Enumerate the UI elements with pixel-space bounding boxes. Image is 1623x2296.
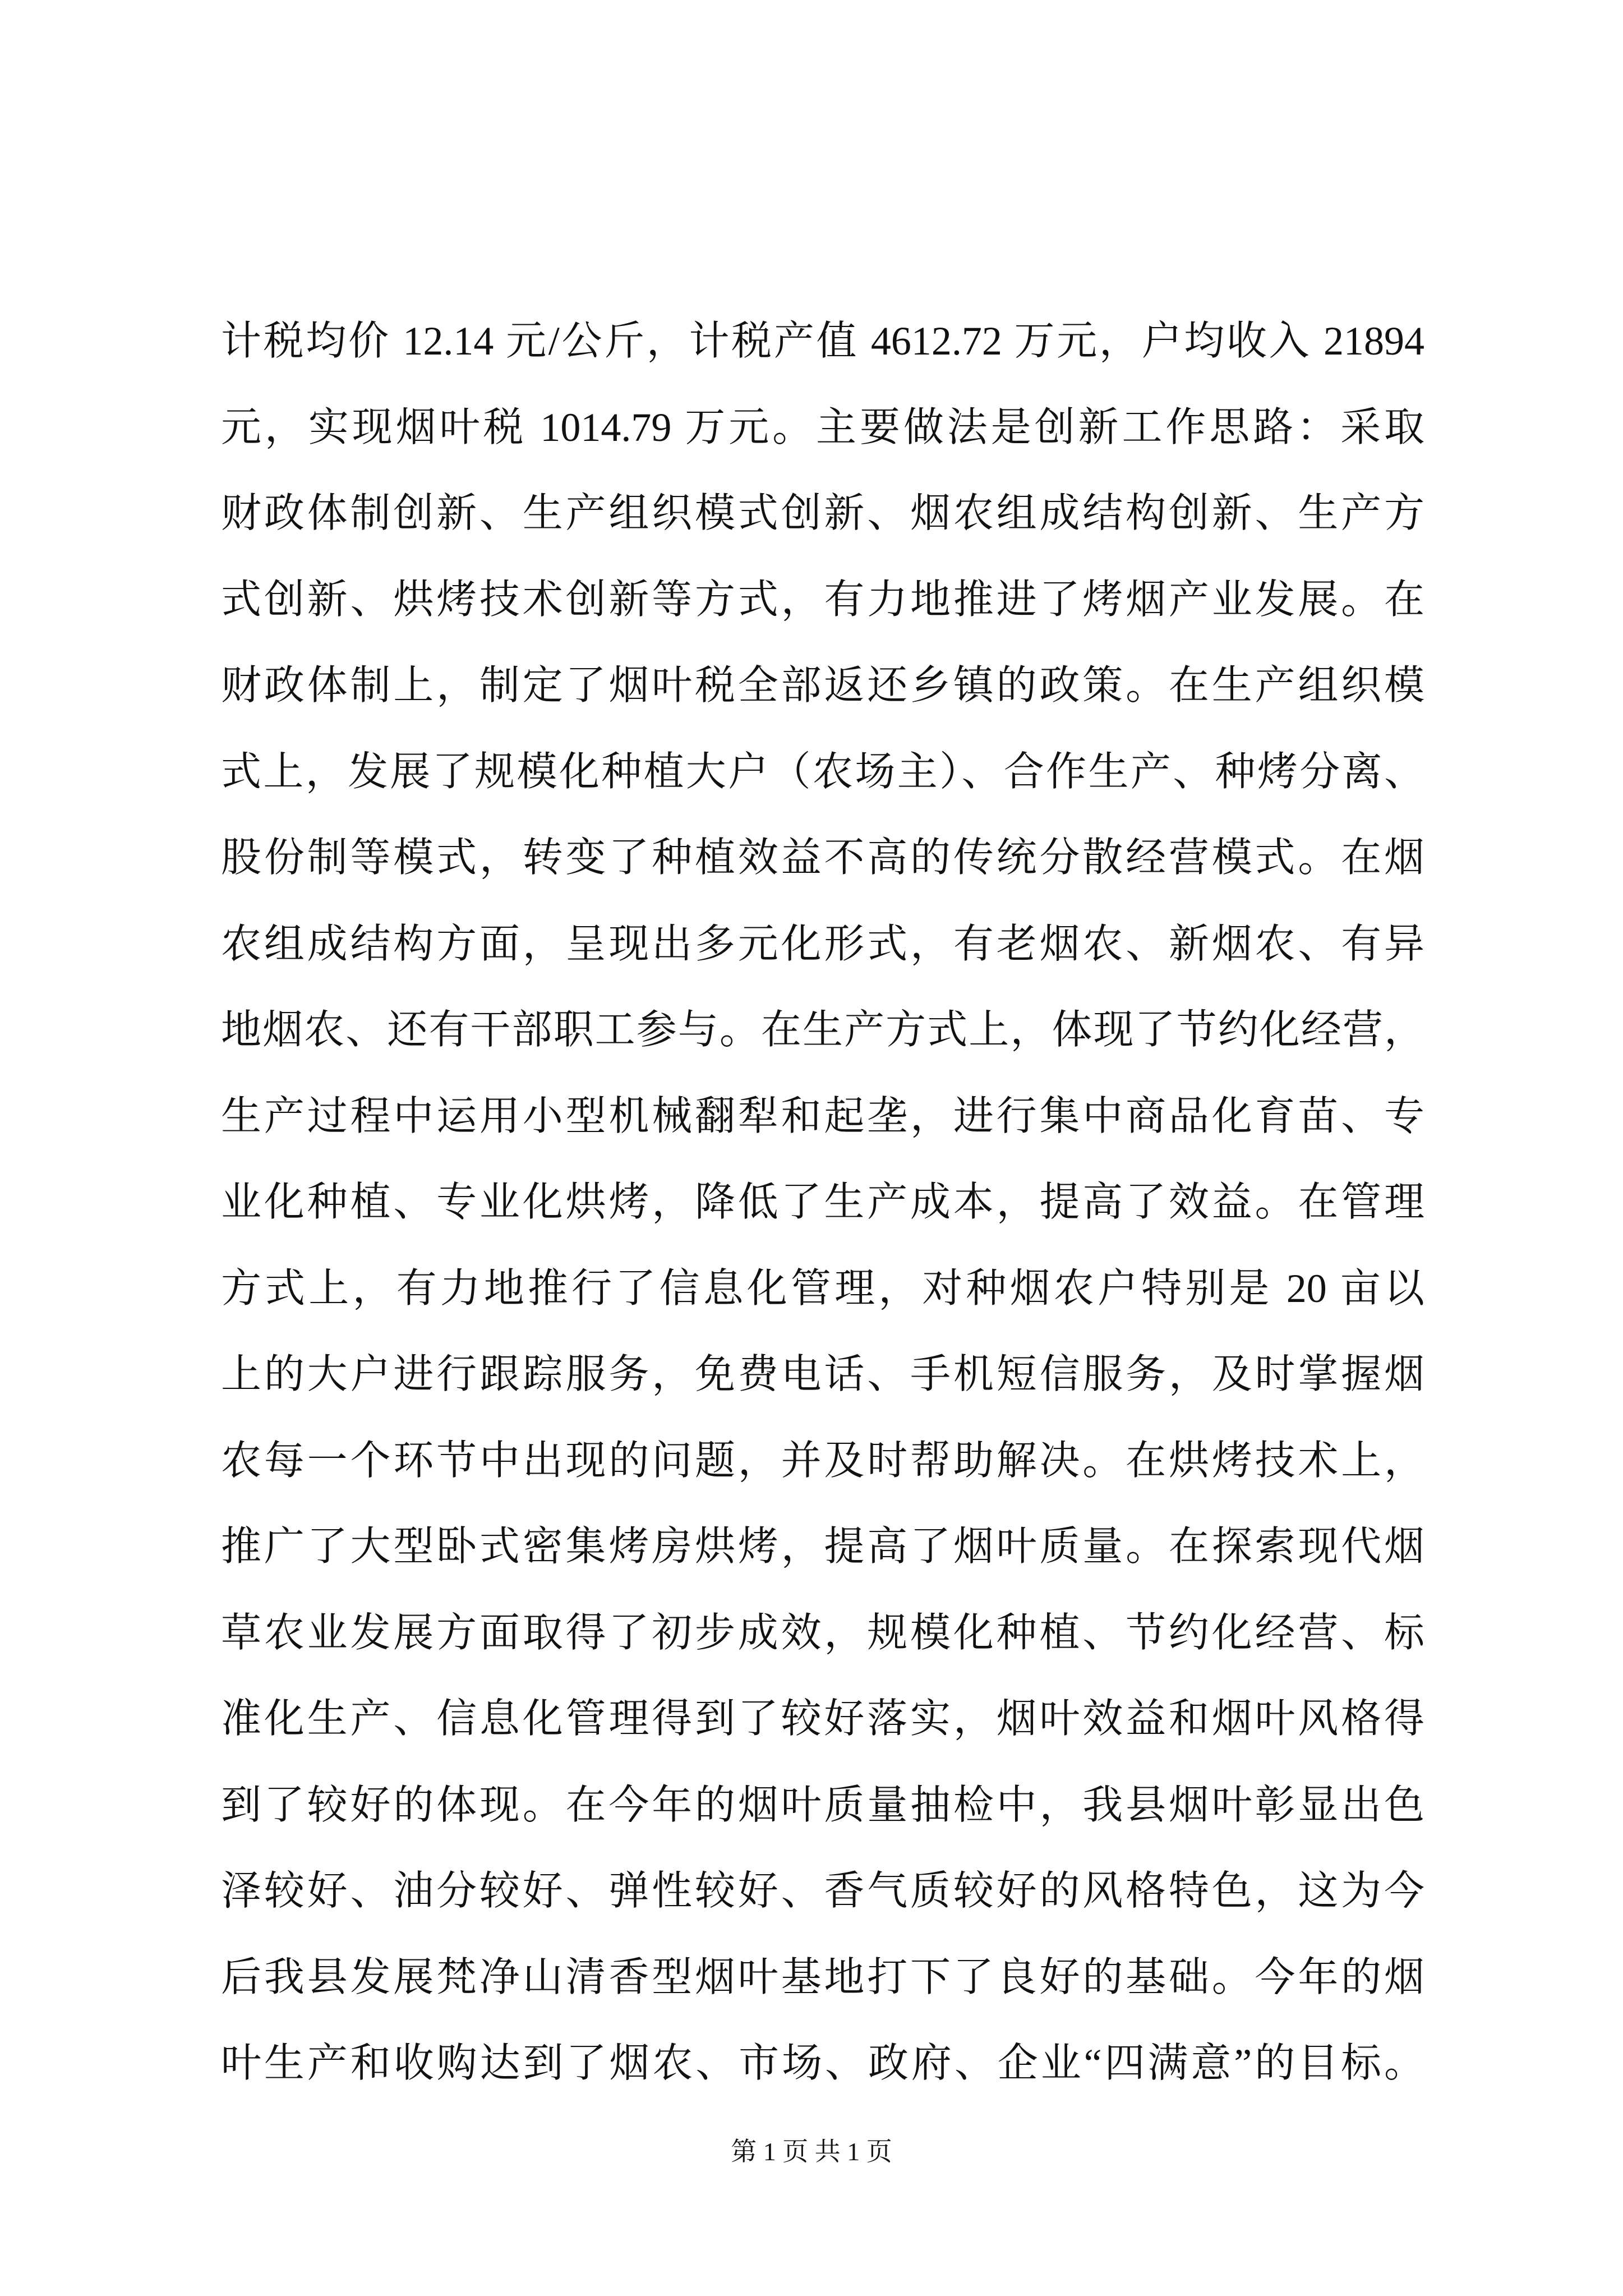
text-line: 叶生产和收购达到了烟农、市场、政府、企业“四满意”的目标。	[221, 2041, 1424, 2086]
text-line: 业化种植、专业化烘烤，降低了生产成本，提高了效益。在管理	[221, 1180, 1424, 1225]
text-line: 财政体制创新、生产组织模式创新、烟农组成结构创新、生产方	[221, 491, 1424, 536]
text-line: 推广了大型卧式密集烤房烘烤，提高了烟叶质量。在探索现代烟	[221, 1524, 1424, 1569]
text-line: 草农业发展方面取得了初步成效，规模化种植、节约化经营、标	[221, 1610, 1424, 1655]
text-line: 式上，发展了规模化种植大户（农场主）、合作生产、种烤分离、	[221, 749, 1424, 794]
text-line: 后我县发展梵净山清香型烟叶基地打下了良好的基础。今年的烟	[221, 1954, 1424, 2000]
text-line: 地烟农、还有干部职工参与。在生产方式上，体现了节约化经营，	[221, 1007, 1424, 1052]
text-line: 准化生产、信息化管理得到了较好落实，烟叶效益和烟叶风格得	[221, 1696, 1424, 1741]
body-paragraph	[221, 298, 1424, 2107]
text-line: 股份制等模式，转变了种植效益不高的传统分散经营模式。在烟	[221, 835, 1424, 880]
text-line: 方式上，有力地推行了信息化管理，对种烟农户特别是 20 亩以	[221, 1266, 1424, 1311]
text-line: 泽较好、油分较好、弹性较好、香气质较好的风格特色，这为今	[221, 1869, 1424, 1913]
text-line: 生产过程中运用小型机械翻犁和起垄，进行集中商品化育苗、专	[221, 1093, 1424, 1139]
text-line: 财政体制上，制定了烟叶税全部返还乡镇的政策。在生产组织模	[221, 663, 1424, 708]
page-number-footer: 第 1 页 共 1 页	[731, 2137, 892, 2166]
text-line: 计税均价 12.14 元/公斤，计税产值 4612.72 万元，户均收入 21894	[221, 319, 1424, 364]
text-line: 式创新、烘烤技术创新等方式，有力地推进了烤烟产业发展。在	[221, 577, 1424, 622]
text-line: 上的大户进行跟踪服务，免费电话、手机短信服务，及时掌握烟	[221, 1352, 1424, 1397]
text-line: 到了较好的体现。在今年的烟叶质量抽检中，我县烟叶彰显出色	[221, 1782, 1424, 1828]
text-line: 农每一个环节中出现的问题，并及时帮助解决。在烘烤技术上，	[221, 1438, 1424, 1483]
text-line: 元，实现烟叶税 1014.79 万元。主要做法是创新工作思路：采取	[221, 404, 1424, 450]
text-line: 农组成结构方面，呈现出多元化形式，有老烟农、新烟农、有异	[221, 921, 1424, 967]
